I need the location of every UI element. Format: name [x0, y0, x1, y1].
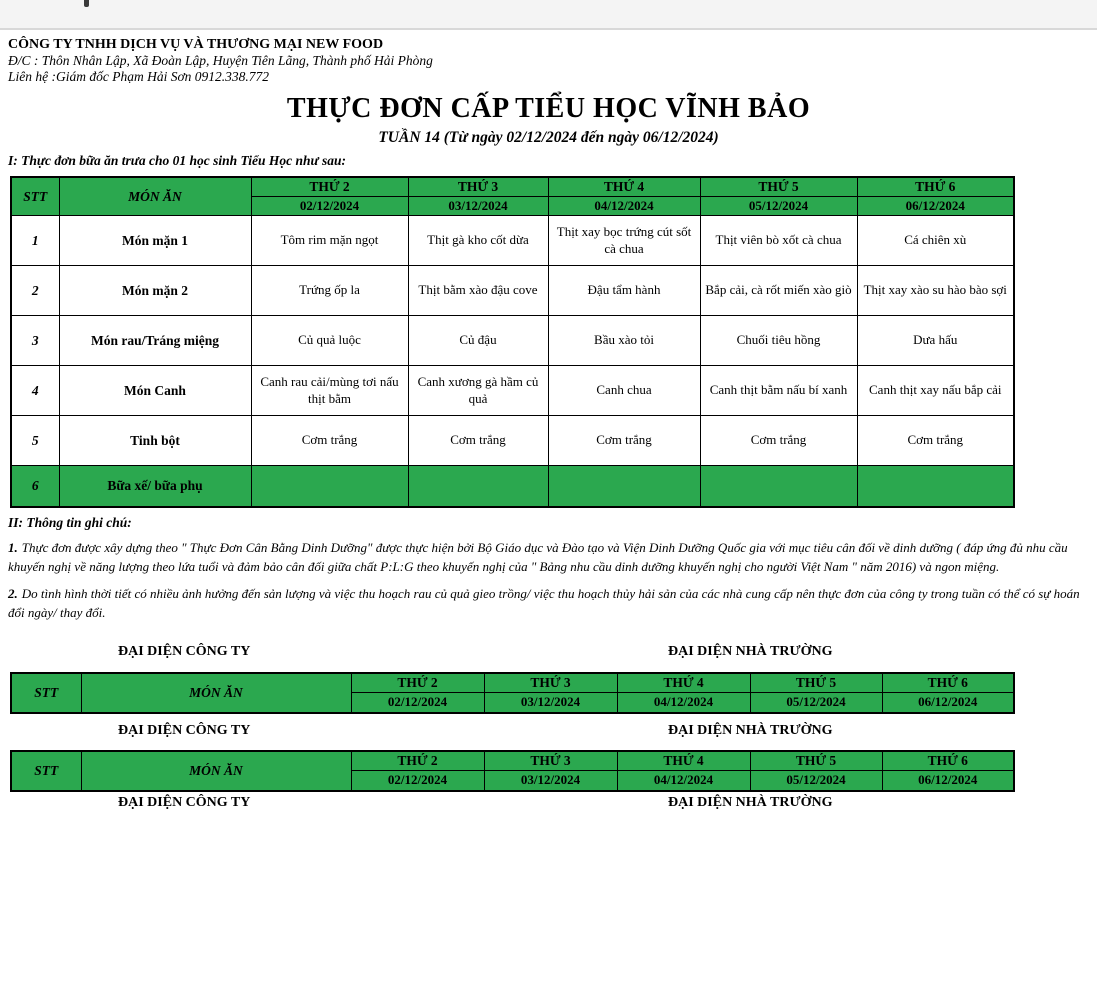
signature-row-3	[8, 795, 1089, 813]
menu-row-4	[11, 366, 1014, 416]
section2-heading: II: Thông tin ghi chú:	[8, 514, 132, 530]
dish-cell: Chuối tiêu hồng	[700, 316, 857, 366]
day-header-wed: THỨ 4	[617, 673, 750, 693]
dish-cell: Cơm trắng	[251, 416, 408, 466]
dish-cell: Củ đậu	[408, 316, 548, 366]
date-header-wed: 04/12/2024	[617, 693, 750, 713]
dish-column-header: MÓN ĂN	[59, 177, 251, 216]
dish-cell: Bắp cải, cà rốt miến xào giò	[700, 266, 857, 316]
row-category: Món Canh	[59, 366, 251, 416]
menu-row-3	[11, 316, 1014, 366]
dish-cell: Thịt bằm xào đậu cove	[408, 266, 548, 316]
date-header-tue: 03/12/2024	[484, 771, 617, 791]
dish-cell: Canh rau cải/mùng tơi nấu thịt bằm	[251, 366, 408, 416]
day-header-wed: THỨ 4	[548, 177, 700, 197]
row-number: 5	[11, 416, 59, 466]
day-header-thu: THỨ 5	[750, 673, 882, 693]
dish-cell: Canh thịt xay nấu bắp cải	[857, 366, 1014, 416]
day-header-fri: THỨ 6	[882, 751, 1014, 771]
note-2-text: Do tình hình thời tiết có nhiều ảnh hưởng đến sản lượng và việc thu hoạch rau củ quả gieo trồng/ việc thu hoạch thủy hải sản của các nhà cung cấp nên thực đơn của công ty trong tuần có thể có sự hoán đổi ngày/ thay đổi.	[8, 585, 1080, 620]
day-header-tue: THỨ 3	[408, 177, 548, 197]
document-subtitle: TUẦN 14 (Từ ngày 02/12/2024 đến ngày 06/12/2024)	[378, 129, 719, 146]
dish-cell	[251, 466, 408, 507]
dish-cell: Dưa hấu	[857, 316, 1014, 366]
dish-column-header: MÓN ĂN	[81, 751, 351, 791]
dish-cell: Cơm trắng	[408, 416, 548, 466]
row-number: 2	[11, 266, 59, 316]
day-header-row	[11, 751, 1014, 771]
dish-cell: Thịt xay bọc trứng cút sốt cà chua	[548, 216, 700, 266]
dish-cell: Canh xương gà hầm củ quả	[408, 366, 548, 416]
chrome-artifact	[84, 0, 89, 7]
row-category: Món mặn 2	[59, 266, 251, 316]
row-category: Bữa xế/ bữa phụ	[59, 466, 251, 507]
dish-cell	[857, 466, 1014, 507]
stt-column-header: STT	[11, 177, 59, 216]
row-number: 3	[11, 316, 59, 366]
dish-cell	[700, 466, 857, 507]
dish-cell: Cá chiên xù	[857, 216, 1014, 266]
date-header-tue: 03/12/2024	[408, 197, 548, 216]
document-title: THỰC ĐƠN CẤP TIỂU HỌC VĨNH BẢO	[286, 93, 811, 124]
row-category: Món mặn 1	[59, 216, 251, 266]
date-header-wed: 04/12/2024	[617, 771, 750, 791]
signature-row-2	[8, 723, 1089, 741]
dish-cell: Thịt gà kho cốt dừa	[408, 216, 548, 266]
dish-cell: Củ quả luộc	[251, 316, 408, 366]
day-header-wed: THỨ 4	[617, 751, 750, 771]
signature-row-1	[8, 644, 1089, 662]
day-header-thu: THỨ 5	[750, 751, 882, 771]
company-representative-label: ĐẠI DIỆN CÔNG TY	[118, 794, 251, 810]
stt-column-header: STT	[11, 751, 81, 791]
date-header-thu: 05/12/2024	[750, 771, 882, 791]
dish-cell: Thịt xay xào su hào bào sợi	[857, 266, 1014, 316]
note-1	[8, 538, 1090, 576]
date-header-mon: 02/12/2024	[351, 693, 484, 713]
menu-row-6	[11, 466, 1014, 507]
dish-cell: Cơm trắng	[857, 416, 1014, 466]
date-header-mon: 02/12/2024	[351, 771, 484, 791]
viewer-chrome-bar	[0, 0, 1097, 30]
note-2-number: 2.	[8, 585, 18, 601]
menu-row-5	[11, 416, 1014, 466]
row-category: Món rau/Tráng miệng	[59, 316, 251, 366]
date-header-tue: 03/12/2024	[484, 693, 617, 713]
company-representative-label: ĐẠI DIỆN CÔNG TY	[118, 722, 251, 738]
day-header-row	[11, 673, 1014, 693]
date-header-thu: 05/12/2024	[750, 693, 882, 713]
day-header-mon: THỨ 2	[351, 673, 484, 693]
stt-column-header: STT	[11, 673, 81, 713]
dish-cell: Canh chua	[548, 366, 700, 416]
dish-cell: Thịt viên bò xốt cà chua	[700, 216, 857, 266]
date-header-mon: 02/12/2024	[251, 197, 408, 216]
lunch-menu-table	[10, 176, 1015, 508]
dish-cell	[408, 466, 548, 507]
menu-row-2	[11, 266, 1014, 316]
dish-column-header: MÓN ĂN	[81, 673, 351, 713]
date-header-fri: 06/12/2024	[857, 197, 1014, 216]
row-number: 6	[11, 466, 59, 507]
note-1-number: 1.	[8, 539, 18, 555]
note-2	[8, 584, 1090, 622]
company-contact: Liên hệ :Giám đốc Phạm Hải Sơn 0912.338.772	[8, 69, 270, 84]
school-representative-label: ĐẠI DIỆN NHÀ TRƯỜNG	[668, 722, 833, 738]
menu-row-1	[11, 216, 1014, 266]
company-representative-label: ĐẠI DIỆN CÔNG TY	[118, 643, 251, 659]
day-header-thu: THỨ 5	[700, 177, 857, 197]
section1-heading: I: Thực đơn bữa ăn trưa cho 01 học sinh Tiểu Học như sau:	[8, 153, 347, 168]
footer-table-1	[10, 672, 1015, 714]
date-header-fri: 06/12/2024	[882, 693, 1014, 713]
menu-document	[0, 30, 1097, 813]
dish-cell	[548, 466, 700, 507]
day-header-fri: THỨ 6	[882, 673, 1014, 693]
note-1-text: Thực đơn được xây dựng theo " Thực Đơn Cân Bằng Dinh Dưỡng" được thực hiện bởi Bộ Giáo dục và Đào tạo và Viện Dinh Dưỡng Quốc gia với mục tiêu cân đối về dinh dưỡng ( đáp ứng đủ nhu cầu khuyến nghị về năng lượng theo lứa tuổi và đảm bảo cân đối giữa chất P:L:G theo khuyến nghị của " Bảng nhu cầu dinh dưỡng khuyến nghị cho người Việt Nam " năm 2016) và ngon miệng.	[8, 539, 1068, 574]
day-header-row	[11, 177, 1014, 197]
row-number: 4	[11, 366, 59, 416]
date-header-wed: 04/12/2024	[548, 197, 700, 216]
row-number: 1	[11, 216, 59, 266]
row-category: Tinh bột	[59, 416, 251, 466]
day-header-mon: THỨ 2	[351, 751, 484, 771]
dish-cell: Tôm rim mặn ngọt	[251, 216, 408, 266]
dish-cell: Cơm trắng	[548, 416, 700, 466]
company-name: CÔNG TY TNHH DỊCH VỤ VÀ THƯƠNG MẠI NEW FOOD	[8, 37, 384, 52]
dish-cell: Cơm trắng	[700, 416, 857, 466]
dish-cell: Canh thịt bằm nấu bí xanh	[700, 366, 857, 416]
day-header-fri: THỨ 6	[857, 177, 1014, 197]
school-representative-label: ĐẠI DIỆN NHÀ TRƯỜNG	[668, 643, 833, 659]
dish-cell: Trứng ốp la	[251, 266, 408, 316]
company-address: Đ/C : Thôn Nhân Lập, Xã Đoàn Lập, Huyện Tiên Lãng, Thành phố Hải Phòng	[8, 53, 433, 68]
footer-table-2	[10, 750, 1015, 792]
day-header-tue: THỨ 3	[484, 673, 617, 693]
date-header-thu: 05/12/2024	[700, 197, 857, 216]
date-header-fri: 06/12/2024	[882, 771, 1014, 791]
school-representative-label: ĐẠI DIỆN NHÀ TRƯỜNG	[668, 794, 833, 810]
day-header-mon: THỨ 2	[251, 177, 408, 197]
dish-cell: Bầu xào tỏi	[548, 316, 700, 366]
day-header-tue: THỨ 3	[484, 751, 617, 771]
dish-cell: Đậu tẩm hành	[548, 266, 700, 316]
